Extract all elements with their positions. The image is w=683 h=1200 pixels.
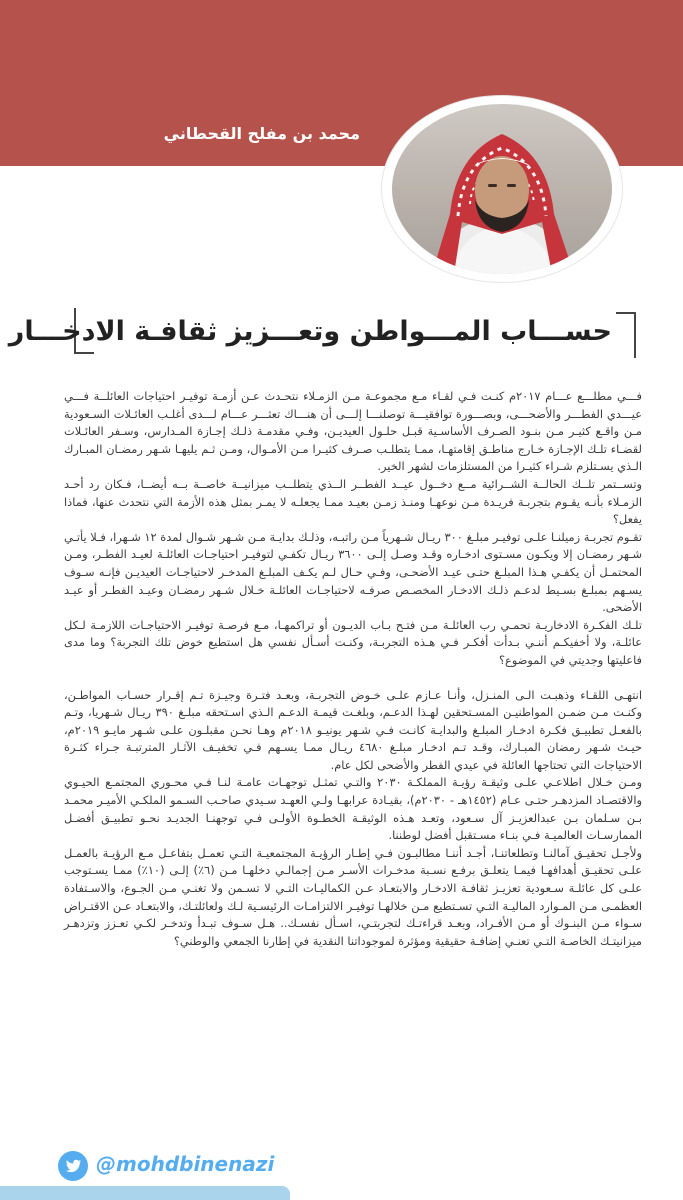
paragraph: انتهـى اللقـاء وذهبـت الـى المنـزل، وأنـا عـازم علـى خـوض التجربـة، وبعـد فتـرة وجيـزة تـم إقـرار حسـاب المواطـن، وكنـت مـن ضمـن المواطنيـن المسـتحقين لهـذا الدعـم، وبلغـت قيمـة الدعـم الـذي اسـتحقه مبلـغ ٣٩٠ ريـال شـهريا، وتـم بالفعـل تطبيـق فكـرة ادخـار المبلـغ والبدايـة كانـت فـي شـهر يونيـو ٢٠١٨م وهـا نحـن مقبلـون علـى شـهر مايـو ٢٠١٩م، حيـث شـهر رمضان المبـارك، وقـد تـم ادخـار مبلـغ ٤٦٨٠ ريـال ممـا يسـهم فـي تخفيـف الآثـار المترتبـة جـراء كثـرة الاحتياجات التي تحتاجها العائلة في عيدي الفطر والأضحى لكل عام. bbox=[64, 687, 643, 772]
article-title: حســـاب المـــواطن وتعـــزيز ثقافـة الادخـــار bbox=[8, 316, 612, 347]
paragraph: فـــي مطلـــع عـــام ٢٠١٧م كنـت فـي لقـاء مـع مجموعـة مـن الزمـلاء نتحـدث عـن أزمـة توفيـر احتياجات العائلــة فـــي عيـــدي الفطـــر والأضحـــى، وبصـــورة توافقيـــة توصلنـــا إلـــى أن هنـــاك تعثـــر عـــام لـــدى أغلـب العائـلات السـعودية مـن واقـع كثيـر مـن بنـود الصـرف الأساسـية قبـل حلـول العيديـن، وفـي مقدمـة ذلـك إجـازة المـدارس، وسـفر العائـلات لقضـاء تلـك الإجـازة خـارج مناطـق إقامتهـا، ممـا يتطلـب صـرف كثيـرا مـن الأمـوال، ومـن ثـم يليهـا شـهر رمضـان المبـارك الـذي يسـتلزم شـراء كثيـرا من المستلزمات لشهر الخير. bbox=[64, 389, 642, 474]
paragraph: ومـن خـلال اطلاعـي علـى وثيقـة رؤيـة المملكـة ٢٠٣٠ والتـي تمثـل توجهـات عامـة لنـا فـي محـوري المجتمـع الحيـوي والاقتصـاد المزدهـر حتـى عـام (١٤٥٢هـ - ٢٠٣٠م)، بقيـادة عرابهـا ولـي العهـد سـيدي صاحـب السـمو الملكـي الأميـر محمـد بـن سـلمان بـن عبدالعزيـز آل سـعود، وتعـد هـذه الوثيقـة الخطـوة الأولـى فـي توجهنـا الجديـد نحـو تطبيـق أفضـل الممارسـات العالميـة فـي بنـاء مسـتقبل أفضل لوطننا. bbox=[64, 775, 643, 843]
article-body bbox=[64, 388, 642, 950]
article-title-frame bbox=[8, 300, 636, 362]
twitter-handle[interactable]: @mohdbinenazi bbox=[96, 1152, 275, 1176]
footer-bar bbox=[0, 1186, 290, 1200]
paragraph: وتســتمر تلــك الحالــة الشــرائية مــع دخــول عيــد الفطــر الــذي يتطلــب ميزانيــة خاصــة بــه أيضــا، فـكان رد أحـد الزمـلاء بأنـه يقـوم بتجربـة فريـدة مـن نوعهـا ومنـذ زمـن بعيـد ممـا يجعلـه لا يمـر بمثل هذه الأزمة التي نتحدث عنها، فماذا يفعل؟ bbox=[64, 476, 642, 527]
title-bracket-right bbox=[616, 312, 636, 358]
paragraph: تلـك الفكـرة الادخاريـة تحمـي رب العائلـة مـن فتـح بـاب الديـون أو تراكمهـا، مـع فرصـة توفيـر الاحتياجـات اللازمـة لـكل عائلـة، ولا أخفيكـم أننـي بـدأت أفكـر فـي هـذه التجربـة، وكنـت أسـأل نفسي هل استطيع خوض تلك التجربة؟ وما مدى فاعليتها وجديتي في الموضوع؟ bbox=[64, 617, 642, 667]
portrait-illustration bbox=[392, 104, 612, 274]
paragraph: ولأجـل تحقيـق آمالنـا وتطلعاتنـا، أجـد أننـا مطالبـون فـي إطـار الرؤيـة المجتمعيـة التـي تعمـل بتفاعـل مـع الرؤيـة بالعمـل علـى تحقيـق أهدافهـا فيمـا يتعلـق برفـع نسـبة مدخـرات الأسـر مـن إجمالـي دخلهـا مـن (٦٪) إلـى (١٠٪) ممـا يسـتوجب علـى كل عائلـة سـعودية تعزيـز ثقافـة الادخـار والابتعـاد عـن الكماليـات التـي لا تسـمن ولا تغنـي مـن الجـوع، والاسـتفادة العظمـى مـن المـوارد الماليـة التـي تسـتطيع مـن خلالهـا توفيـر الالتزامـات الرئيسـية لـك ولعائلتـك، والابتعـاد عـن الاقتـراض سـواء مـن البنـوك أو مـن الأفـراد، وبعـد قراءتـك لتجربتـي، اسـأل نفسـك.. هـل سـوف تبـدأ وتدخـر لكـي تعـزز وتزدهـر ميزانيتـك الخاصـة التـي تعنـي إضافـة حقيقية ومؤثرة لموجوداتنا النقدية في إطارنا الجمعي والوطني؟ bbox=[64, 845, 642, 948]
author-photo bbox=[382, 96, 622, 282]
twitter-bird-icon[interactable] bbox=[58, 1151, 88, 1181]
section-gap bbox=[64, 670, 642, 687]
paragraph: تقـوم تجربـة زميلنـا علـى توفيـر مبلـغ ٣٠٠ ريـال شـهرياً مـن راتبـه، وذلـك بدايـة مـن شـهر شـوال لمدة ١٢ شـهرا، فـلا يأتـي شـهر رمضـان إلا ويكـون مسـتوى ادخـاره وقـد وصـل إلـى ٣٦٠٠ ريـال تكفـي لتوفيـر احتياجـات العائلـة لعيـد الفطـر، ومـن المحتمـل أن يكفـي هـذا المبلـغ حتـى عيـد الأضحـى، وفـي حـال لـم يكـف المبلـغ المدخـر لاحتياجـات العيديـن فإنـه سـوف يسـهم بمبلـغ بسـيط لدعـم ذلـك الادخـار المخصـص صرفـه لاحتياجـات العائلـة خـلال شـهر رمضـان وعيـد الفطـر أو عيـد الأضحى. bbox=[64, 529, 643, 615]
author-name: محمد بن مفلح القحطاني bbox=[163, 124, 360, 143]
